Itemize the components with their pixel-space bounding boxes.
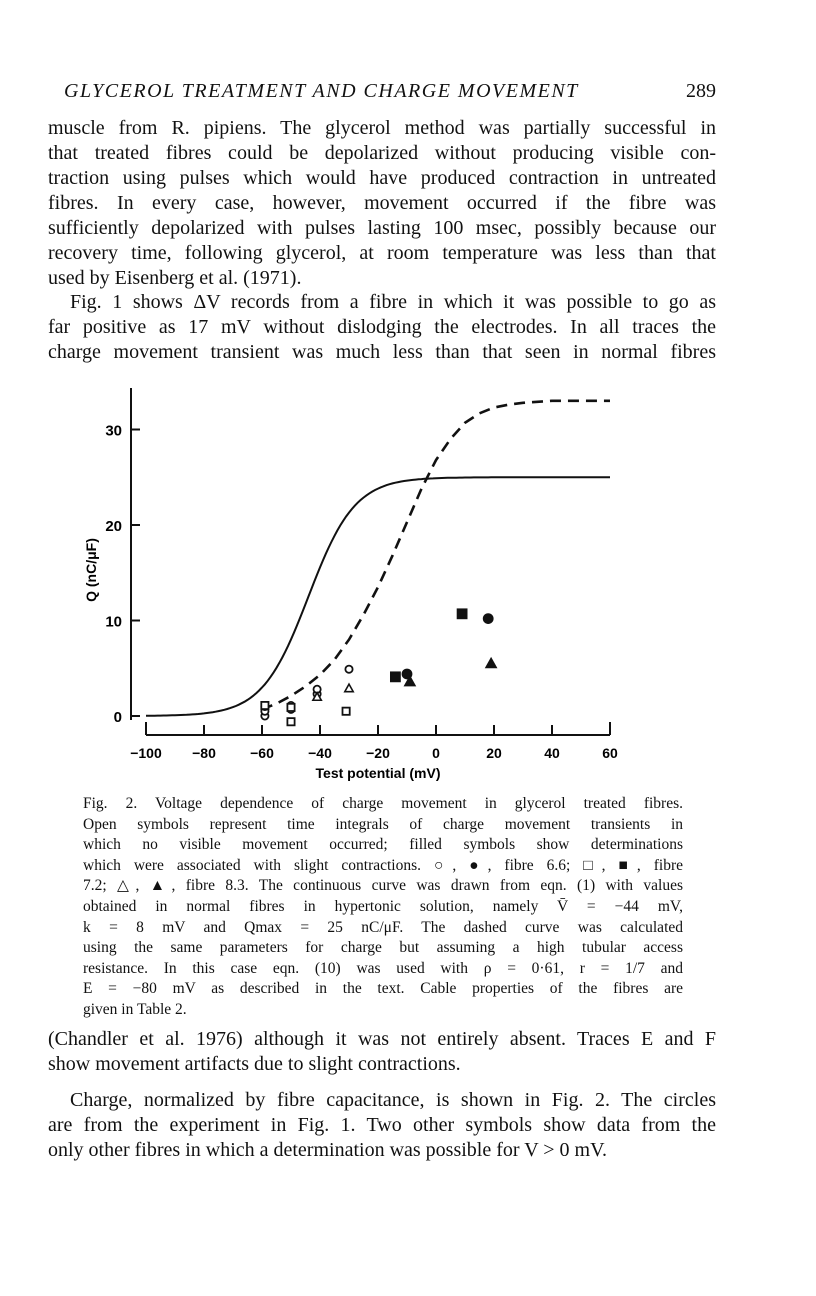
caption-line: given in Table 2. [83,1000,187,1018]
text-line: sufficiently depolarized with pulses lasting 100 msec, possibly because our [48,217,716,239]
filled-square-point [391,672,400,681]
x-tick-label: −100 [130,745,162,761]
caption-line: which no visible movement occurred; filled symbols show determinations [83,836,683,854]
text-line: Fig. 1 shows ΔV records from a fibre in which it was possible to go as [70,291,716,313]
y-tick-label: 20 [105,518,122,535]
paragraph-4 [48,1088,716,1163]
caption-line: Open symbols represent time integrals of charge movement transients in [83,815,683,833]
y-tick-label: 10 [105,613,122,631]
dashed-curve [262,401,610,710]
text-line: are from the experiment in Fig. 1. Two other symbols show data from the [48,1114,716,1136]
text-line: fibres. In every case, however, movement occurred if the fibre was [48,192,716,214]
x-tick-label: −80 [192,745,216,761]
text-line: recovery time, following glycerol, at room temperature was less than that [48,242,716,264]
y-tick-label: 0 [113,709,122,726]
text-line: charge movement transient was much less than that seen in normal fibres [48,341,716,363]
y-axis-title: Q (nC/μF) [83,538,99,602]
x-tick-label: −40 [308,745,332,761]
text-line: show movement artifacts due to slight contractions. [48,1053,461,1075]
open-square-point [343,708,350,715]
text-line: used by Eisenberg et al. (1971). [48,267,302,289]
x-tick-label: 20 [486,745,502,761]
y-tick-label: 30 [105,422,122,440]
chart-axes [131,388,610,735]
x-tick-label: 0 [432,745,440,761]
chart-labels [83,423,618,782]
text-line: only other fibres in which a determination was possible for V > 0 mV. [48,1139,607,1161]
open-triangle-point [345,684,353,692]
page-number: 289 [686,80,716,102]
text-line: traction using pulses which would have produced contraction in untreated [48,167,716,189]
open-square-point [287,704,294,711]
caption-line: which were associated with slight contractions. ○, ●, fibre 6.6; □, ■, fibre [83,856,683,874]
x-axis-title: Test potential (mV) [315,765,441,781]
open-square-point [261,702,268,709]
x-tick-label: −60 [250,745,274,761]
figure-caption [83,794,683,1021]
chart-curves [146,401,610,716]
caption-line: obtained in normal fibres in hypertonic solution, namely V̄ = −44 mV, [83,897,683,915]
filled-square-point [458,609,467,618]
caption-line: 7.2; △, ▲, fibre 8.3. The continuous curve was drawn from eqn. (1) with values [83,877,683,895]
text-line: muscle from R. pipiens. The glycerol method was partially successful in [48,117,716,139]
continuous-curve [146,477,610,716]
text-line: that treated fibres could be depolarized without producing visible con- [48,142,716,164]
caption-line: E = −80 mV as described in the text. Cable properties of the fibres are [83,980,683,998]
caption-line: k = 8 mV and Qmax = 25 nC/μF. The dashed curve was calculated [83,918,683,936]
open-square-point [287,718,294,725]
running-title: GLYCEROL TREATMENT AND CHARGE MOVEMENT [64,80,579,102]
caption-line: using the same parameters for charge but assuming a high tubular access [83,939,683,957]
open-circle-point [345,666,352,673]
x-tick-label: 60 [602,745,618,761]
filled-triangle-point [486,658,496,667]
filled-circle-point [484,614,493,623]
x-tick-label: 40 [544,745,560,761]
paragraph-3 [48,1027,716,1077]
caption-line: resistance. In this case eqn. (10) was used with ρ = 0·61, r = 1/7 and [83,959,683,977]
caption-line: Fig. 2. Voltage dependence of charge movement in glycerol treated fibres. [83,795,683,812]
text-line: (Chandler et al. 1976) although it was not entirely absent. Traces E and F [48,1028,716,1050]
x-tick-label: −20 [366,745,390,761]
text-line: far positive as 17 mV without dislodging the electrodes. In all traces the [48,316,716,338]
text-line: Charge, normalized by fibre capacitance, is shown in Fig. 2. The circles [70,1089,716,1111]
